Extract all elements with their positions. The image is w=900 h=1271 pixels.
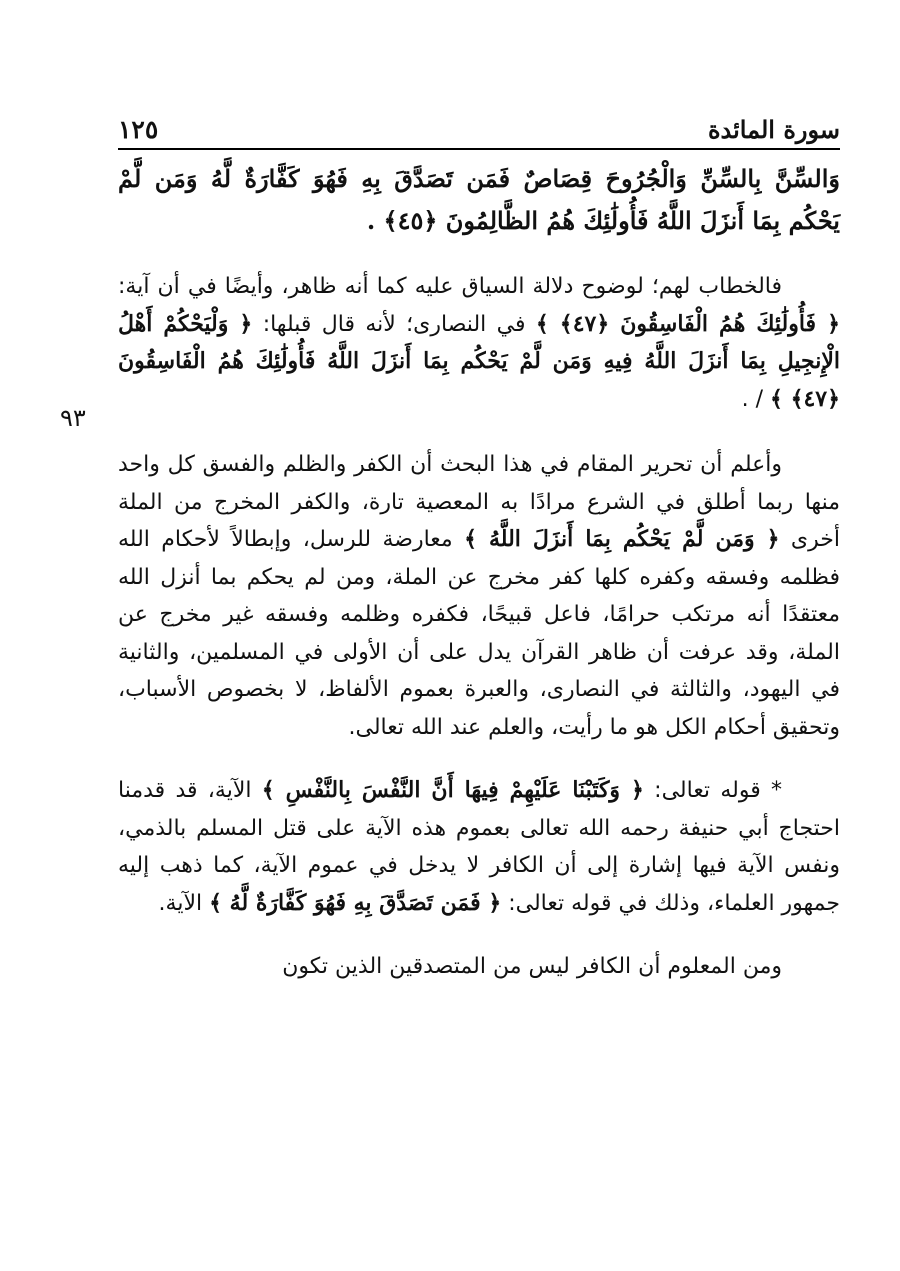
quran-quote: ﴿ وَكَتَبْنَا عَلَيْهِمْ فِيهَا أَنَّ النَّفْسَ بِالنَّفْسِ ﴾ <box>261 777 644 803</box>
paragraph-text: ومن المعلوم أن الكافر ليس من المتصدقين الذين تكون <box>282 954 782 979</box>
paragraph-text: الآية، قد قدمنا احتجاج أبي حنيفة رحمه الله تعالى بعموم هذه الآية على قتل المسلم بالذمي، ونفس الآية فيها إشارة إلى أن الكافر لا يدخل في عموم الآية، كما ذهب إليه جمهور العلماء، وذلك في قوله تعالى: <box>118 778 840 916</box>
verse-block: وَالسِّنَّ بِالسِّنِّ وَالْجُرُوحَ قِصَاصٌ فَمَن تَصَدَّقَ بِهِ فَهُوَ كَفَّارَةٌ لَّهُ وَمَن لَّمْ يَحْكُم بِمَا أَنزَلَ اللَّهُ فَأُولَٰئِكَ هُمُ الظَّالِمُونَ ﴿٤٥﴾ . <box>118 164 840 235</box>
paragraph-3 <box>118 772 840 922</box>
paragraph-text: معارضة للرسل، وإبطالاً لأحكام الله فظلمه وفسقه وكفره كلها كفر مخرج عن الملة، ومن لم يحكم بما أنزل الله معتقدًا أنه مرتكب حرامًا، فاعل قبيحًا، فكفره وظلمه وفسقه غير مخرج عن الملة، وقد عرفت أن ظاهر القرآن يدل على أن الأولى في المسلمين، والثانية في اليهود، والثالثة في النصارى، والعبرة بعموم الألفاظ، لا بخصوص الأسباب، وتحقيق أحكام الكل هو ما رأيت، والعلم عند الله تعالى. <box>118 527 840 740</box>
quran-quote: ﴿ فَأُولَٰئِكَ هُمُ الْفَاسِقُونَ ﴿٤٧﴾ ﴾ <box>535 310 840 337</box>
quran-quote: ﴿ وَمَن لَّمْ يَحْكُم بِمَا أَنزَلَ اللَّهُ ﴾ <box>464 526 780 552</box>
paragraph-2 <box>118 446 840 746</box>
book-page <box>118 106 840 986</box>
paragraph-text: الآية. <box>158 890 210 916</box>
quran-quote: ﴿ وَلْيَحْكُمْ أَهْلُ الْإِنجِيلِ بِمَا أَنزَلَ اللَّهُ فِيهِ وَمَن لَّمْ يَحْكُم بِمَا أَنزَلَ اللَّهُ فَأُولَٰئِكَ هُمُ الْفَاسِقُونَ ﴿٤٧﴾ ﴾ <box>118 310 840 412</box>
header-rule <box>118 148 840 150</box>
surah-title: سورة المائدة <box>707 115 840 144</box>
paragraph-text: في النصارى؛ لأنه قال قبلها: <box>252 311 536 337</box>
paragraph-1 <box>118 268 840 418</box>
page-header <box>118 106 840 144</box>
page-number: ١٢٥ <box>118 115 159 144</box>
paragraph-text: فالخطاب لهم؛ لوضوح دلالة السياق عليه كما أنه ظاهر، وأيضًا في أن آية: <box>118 274 782 299</box>
paragraph-4 <box>118 948 840 986</box>
paragraph-text: * قوله تعالى: <box>643 778 782 803</box>
paragraph-text: / . <box>741 386 771 412</box>
quran-quote: ﴿ فَمَن تَصَدَّقَ بِهِ فَهُوَ كَفَّارَةٌ لَّهُ ﴾ <box>209 889 502 916</box>
margin-page-reference: ٩٣ <box>60 404 86 432</box>
paragraph-text: وأعلم أن تحرير المقام في هذا البحث أن الكفر والظلم والفسق كل واحد منها ربما أطلق في الشرع مرادًا به المعصية تارة، والكفر المخرج من الملة أخرى <box>118 452 840 552</box>
